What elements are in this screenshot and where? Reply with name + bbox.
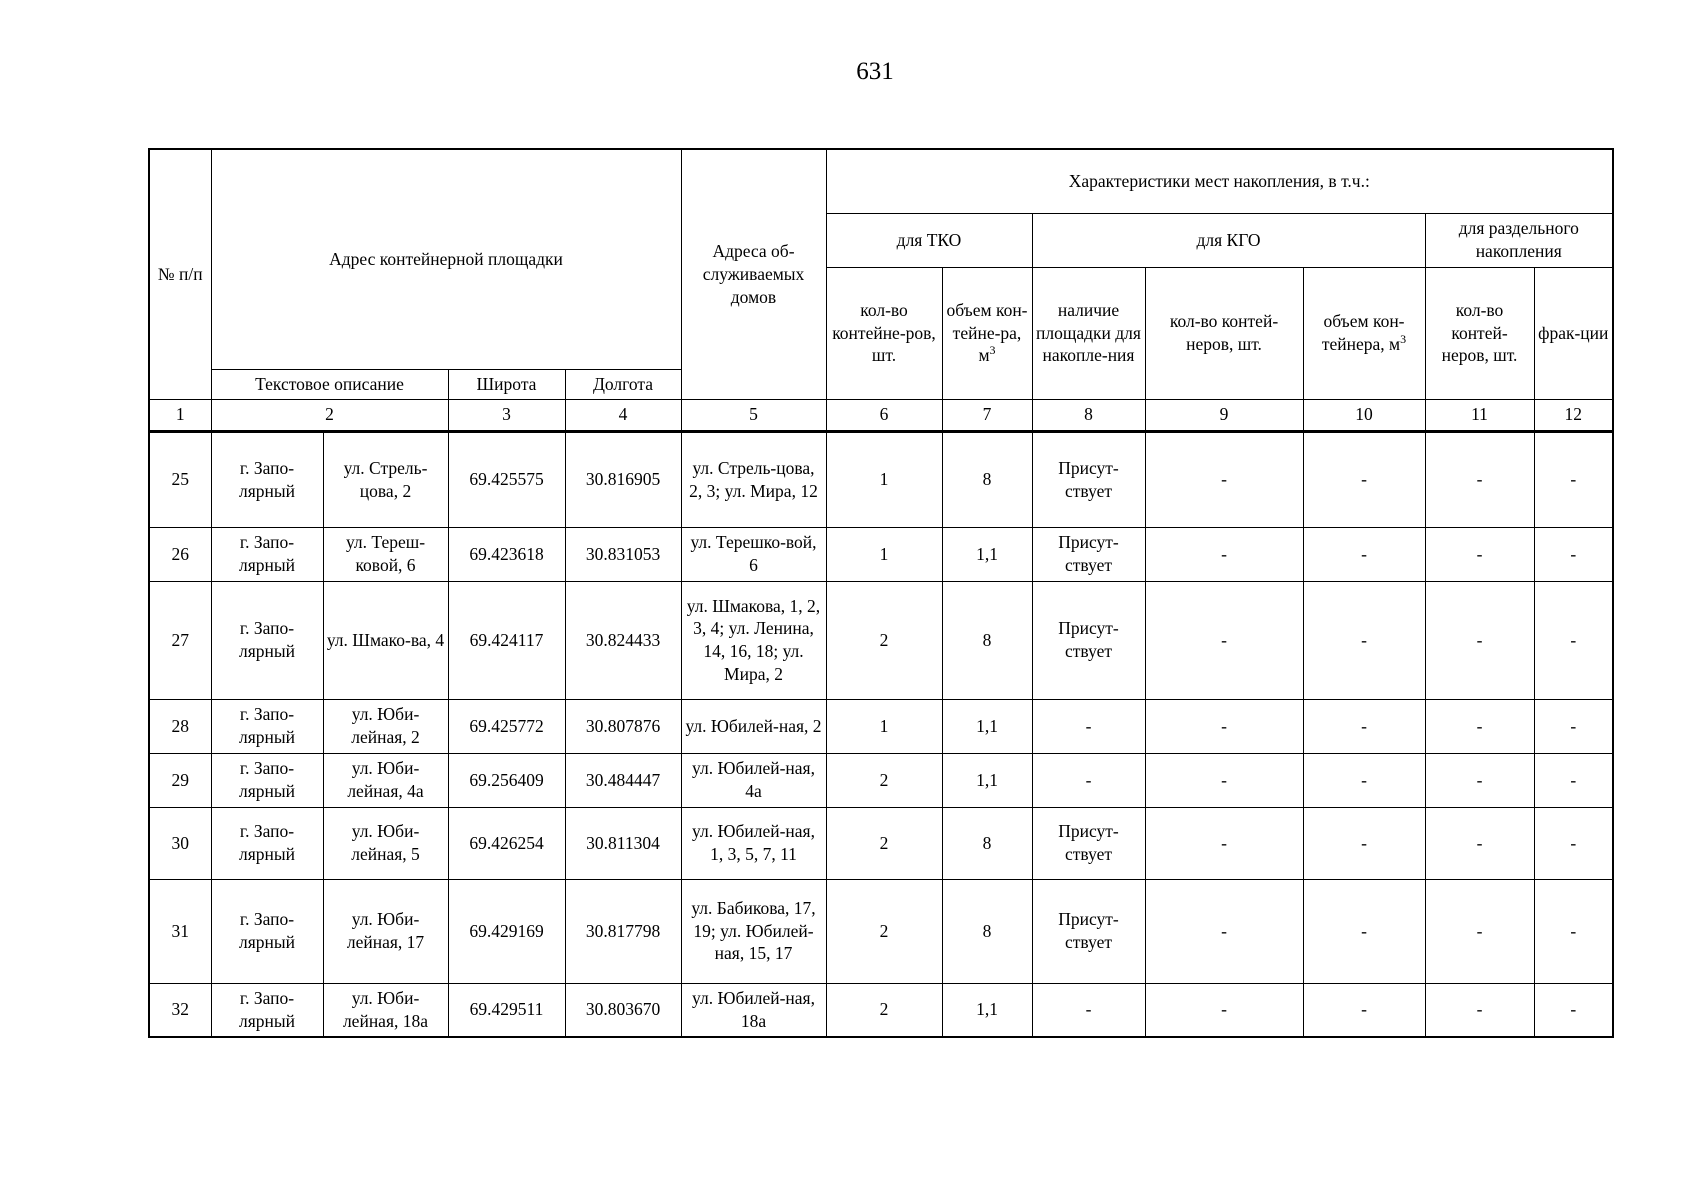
row-sep-fractions: - xyxy=(1534,431,1613,527)
row-kgo-site: Присут-ствует xyxy=(1032,581,1145,699)
row-kgo-volume: - xyxy=(1303,807,1425,879)
row-served-addresses: ул. Юбилей-ная, 2 xyxy=(681,699,826,753)
row-served-addresses: ул. Юбилей-ная, 4а xyxy=(681,753,826,807)
row-kgo-volume: - xyxy=(1303,699,1425,753)
row-sep-count: - xyxy=(1425,879,1534,983)
row-kgo-volume: - xyxy=(1303,983,1425,1037)
col-number: 2 xyxy=(211,399,448,431)
row-tko-volume: 1,1 xyxy=(942,753,1032,807)
col-number: 4 xyxy=(565,399,681,431)
table-row xyxy=(149,753,1613,807)
column-numbers-row xyxy=(149,399,1613,431)
row-number: 32 xyxy=(149,983,211,1037)
row-street: ул. Тереш-ковой, 6 xyxy=(323,527,448,581)
row-street: ул. Юби-лейная, 17 xyxy=(323,879,448,983)
row-longitude: 30.803670 xyxy=(565,983,681,1037)
row-tko-count: 1 xyxy=(826,431,942,527)
row-number: 28 xyxy=(149,699,211,753)
row-latitude: 69.429511 xyxy=(448,983,565,1037)
row-served-addresses: ул. Терешко-вой, 6 xyxy=(681,527,826,581)
col-number: 3 xyxy=(448,399,565,431)
row-number: 27 xyxy=(149,581,211,699)
row-kgo-volume: - xyxy=(1303,581,1425,699)
row-sep-fractions: - xyxy=(1534,879,1613,983)
col-number: 10 xyxy=(1303,399,1425,431)
header-address: Адрес контейнерной площадки xyxy=(211,149,681,369)
row-kgo-count: - xyxy=(1145,431,1303,527)
row-tko-volume: 1,1 xyxy=(942,699,1032,753)
header-tko: для ТКО xyxy=(826,213,1032,267)
table-row xyxy=(149,699,1613,753)
row-longitude: 30.484447 xyxy=(565,753,681,807)
row-street: ул. Юби-лейная, 2 xyxy=(323,699,448,753)
row-tko-count: 2 xyxy=(826,807,942,879)
row-tko-count: 2 xyxy=(826,879,942,983)
row-sep-fractions: - xyxy=(1534,581,1613,699)
header-tko-volume-text: объем кон-тейне-ра, м xyxy=(946,299,1028,366)
row-sep-count: - xyxy=(1425,807,1534,879)
header-text-description: Текстовое описание xyxy=(211,369,448,399)
row-sep-count: - xyxy=(1425,527,1534,581)
header-kgo-volume xyxy=(1303,267,1425,399)
row-city: г. Запо-лярный xyxy=(211,699,323,753)
page-number: 631 xyxy=(856,58,894,85)
header-tko-volume xyxy=(942,267,1032,399)
row-street: ул. Стрель-цова, 2 xyxy=(323,431,448,527)
row-kgo-volume: - xyxy=(1303,879,1425,983)
col-number: 5 xyxy=(681,399,826,431)
row-sep-count: - xyxy=(1425,431,1534,527)
row-tko-count: 2 xyxy=(826,983,942,1037)
row-tko-volume: 8 xyxy=(942,879,1032,983)
row-kgo-count: - xyxy=(1145,581,1303,699)
col-number: 1 xyxy=(149,399,211,431)
header-sep-fractions: фрак-ции xyxy=(1534,267,1613,399)
header-kgo-volume-text: объем кон-тейнера, м xyxy=(1321,311,1405,354)
row-city: г. Запо-лярный xyxy=(211,431,323,527)
header-sep-count: кол-во контей-неров, шт. xyxy=(1425,267,1534,399)
row-street: ул. Юби-лейная, 4а xyxy=(323,753,448,807)
row-longitude: 30.811304 xyxy=(565,807,681,879)
row-tko-volume: 8 xyxy=(942,807,1032,879)
header-kgo-site: наличие площадки для накопле-ния xyxy=(1032,267,1145,399)
row-longitude: 30.824433 xyxy=(565,581,681,699)
row-city: г. Запо-лярный xyxy=(211,807,323,879)
col-number: 6 xyxy=(826,399,942,431)
row-tko-volume: 8 xyxy=(942,431,1032,527)
row-longitude: 30.817798 xyxy=(565,879,681,983)
header-longitude: Долгота xyxy=(565,369,681,399)
header-tko-count: кол-во контейне-ров, шт. xyxy=(826,267,942,399)
row-number: 30 xyxy=(149,807,211,879)
row-latitude: 69.423618 xyxy=(448,527,565,581)
row-tko-count: 2 xyxy=(826,581,942,699)
table-row xyxy=(149,879,1613,983)
row-kgo-site: Присут-ствует xyxy=(1032,879,1145,983)
row-kgo-count: - xyxy=(1145,527,1303,581)
row-latitude: 69.256409 xyxy=(448,753,565,807)
col-number: 8 xyxy=(1032,399,1145,431)
row-latitude: 69.425575 xyxy=(448,431,565,527)
row-kgo-volume: - xyxy=(1303,527,1425,581)
row-number: 25 xyxy=(149,431,211,527)
row-latitude: 69.426254 xyxy=(448,807,565,879)
row-tko-count: 1 xyxy=(826,699,942,753)
table-body xyxy=(149,149,1613,1037)
header-row-1 xyxy=(149,149,1613,213)
row-sep-fractions: - xyxy=(1534,527,1613,581)
col-number: 9 xyxy=(1145,399,1303,431)
row-city: г. Запо-лярный xyxy=(211,879,323,983)
row-served-addresses: ул. Юбилей-ная, 1, 3, 5, 7, 11 xyxy=(681,807,826,879)
row-city: г. Запо-лярный xyxy=(211,527,323,581)
row-kgo-count: - xyxy=(1145,983,1303,1037)
row-sep-fractions: - xyxy=(1534,983,1613,1037)
row-kgo-site: Присут-ствует xyxy=(1032,431,1145,527)
unit-exponent: 3 xyxy=(1400,332,1407,347)
row-sep-fractions: - xyxy=(1534,807,1613,879)
row-city: г. Запо-лярный xyxy=(211,983,323,1037)
row-kgo-count: - xyxy=(1145,753,1303,807)
row-sep-count: - xyxy=(1425,581,1534,699)
row-served-addresses: ул. Бабикова, 17, 19; ул. Юбилей-ная, 15, 17 xyxy=(681,879,826,983)
row-tko-count: 2 xyxy=(826,753,942,807)
header-latitude: Широта xyxy=(448,369,565,399)
row-street: ул. Шмако-ва, 4 xyxy=(323,581,448,699)
row-sep-count: - xyxy=(1425,983,1534,1037)
row-kgo-volume: - xyxy=(1303,431,1425,527)
unit-exponent: 3 xyxy=(989,343,996,358)
table-row xyxy=(149,807,1613,879)
row-latitude: 69.429169 xyxy=(448,879,565,983)
row-sep-fractions: - xyxy=(1534,699,1613,753)
row-kgo-volume: - xyxy=(1303,753,1425,807)
table-row xyxy=(149,581,1613,699)
header-characteristics: Характеристики мест накопления, в т.ч.: xyxy=(826,149,1613,213)
row-tko-volume: 8 xyxy=(942,581,1032,699)
row-latitude: 69.424117 xyxy=(448,581,565,699)
header-served: Адреса об-служиваемых домов xyxy=(681,149,826,399)
header-num: № п/п xyxy=(149,149,211,399)
row-kgo-count: - xyxy=(1145,807,1303,879)
row-longitude: 30.807876 xyxy=(565,699,681,753)
row-kgo-site: Присут-ствует xyxy=(1032,807,1145,879)
col-number: 7 xyxy=(942,399,1032,431)
table-row xyxy=(149,983,1613,1037)
row-sep-fractions: - xyxy=(1534,753,1613,807)
row-sep-count: - xyxy=(1425,699,1534,753)
header-kgo: для КГО xyxy=(1032,213,1425,267)
row-tko-volume: 1,1 xyxy=(942,527,1032,581)
row-number: 31 xyxy=(149,879,211,983)
row-longitude: 30.816905 xyxy=(565,431,681,527)
table-row xyxy=(149,431,1613,527)
col-number: 12 xyxy=(1534,399,1613,431)
row-kgo-site: - xyxy=(1032,753,1145,807)
row-longitude: 30.831053 xyxy=(565,527,681,581)
row-number: 26 xyxy=(149,527,211,581)
row-street: ул. Юби-лейная, 18а xyxy=(323,983,448,1037)
row-kgo-count: - xyxy=(1145,879,1303,983)
row-kgo-site: Присут-ствует xyxy=(1032,527,1145,581)
row-sep-count: - xyxy=(1425,753,1534,807)
row-latitude: 69.425772 xyxy=(448,699,565,753)
header-separate: для раздельного накопления xyxy=(1425,213,1613,267)
container-sites-table xyxy=(148,148,1614,1038)
col-number: 11 xyxy=(1425,399,1534,431)
row-city: г. Запо-лярный xyxy=(211,753,323,807)
row-served-addresses: ул. Шмакова, 1, 2, 3, 4; ул. Ленина, 14, 16, 18; ул. Мира, 2 xyxy=(681,581,826,699)
row-kgo-site: - xyxy=(1032,983,1145,1037)
row-tko-count: 1 xyxy=(826,527,942,581)
row-served-addresses: ул. Юбилей-ная, 18а xyxy=(681,983,826,1037)
row-number: 29 xyxy=(149,753,211,807)
row-tko-volume: 1,1 xyxy=(942,983,1032,1037)
table-row xyxy=(149,527,1613,581)
header-kgo-count: кол-во контей-неров, шт. xyxy=(1145,267,1303,399)
row-kgo-site: - xyxy=(1032,699,1145,753)
row-served-addresses: ул. Стрель-цова, 2, 3; ул. Мира, 12 xyxy=(681,431,826,527)
row-city: г. Запо-лярный xyxy=(211,581,323,699)
row-street: ул. Юби-лейная, 5 xyxy=(323,807,448,879)
row-kgo-count: - xyxy=(1145,699,1303,753)
